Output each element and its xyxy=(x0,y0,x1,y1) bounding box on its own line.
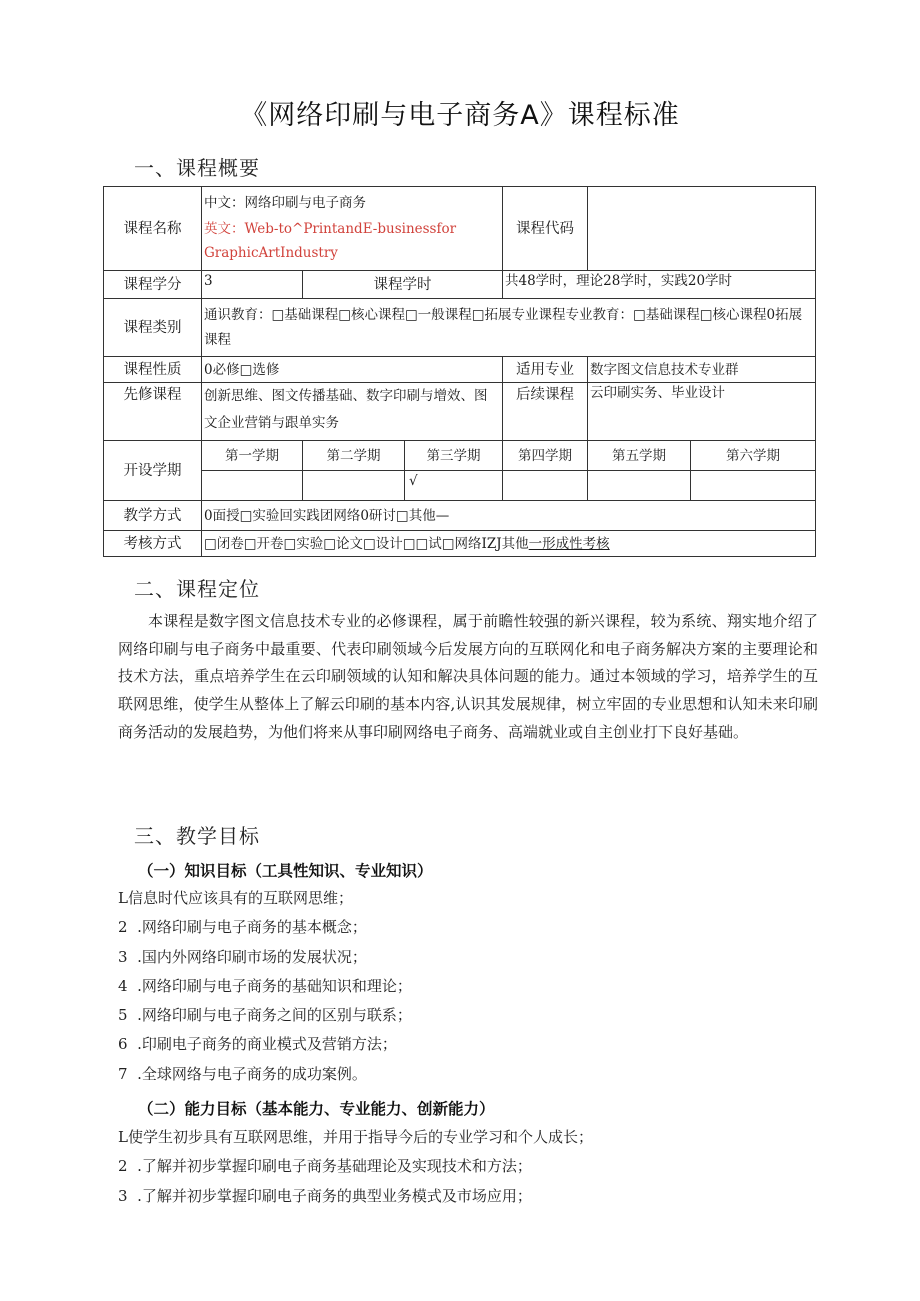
course-code-value xyxy=(588,187,816,271)
list-item: 4 .网络印刷与电子商务的基础知识和理论； xyxy=(118,976,412,995)
semester-mark xyxy=(503,471,588,501)
semester-mark xyxy=(303,471,405,501)
semester-header: 第四学期 xyxy=(503,441,588,471)
course-overview-table xyxy=(103,186,816,557)
major-label: 适用专业 xyxy=(503,357,588,383)
assessment-value xyxy=(202,531,816,557)
list-item: 7 .全球网络与电子商务的成功案例。 xyxy=(118,1064,367,1083)
major-value: 数字图文信息技术专业群 xyxy=(588,357,816,383)
course-name-en-line2: GraphicArtIndustry xyxy=(204,244,338,261)
nature-label: 课程性质 xyxy=(104,357,202,383)
semester-label: 开设学期 xyxy=(104,441,202,501)
section-heading-positioning: 二、课程定位 xyxy=(134,577,260,601)
hours-value: 共48学时，理论28学时，实践20学时 xyxy=(503,271,816,299)
list-item: 3 .国内外网络印刷市场的发展状况； xyxy=(118,947,367,966)
follow-label: 后续课程 xyxy=(503,383,588,441)
list-item: 2 .网络印刷与电子商务的基本概念； xyxy=(118,918,367,937)
teaching-method-label: 教学方式 xyxy=(104,501,202,531)
course-code-label: 课程代码 xyxy=(503,187,588,271)
category-label: 课程类别 xyxy=(104,299,202,357)
semester-header: 第六学期 xyxy=(691,441,816,471)
follow-value: 云印刷实务、毕业设计 xyxy=(588,383,816,441)
list-item: 3 .了解并初步掌握印刷电子商务的典型业务模式及市场应用； xyxy=(118,1186,532,1205)
knowledge-objectives-heading: （一）知识目标（工具性知识、专业知识） xyxy=(138,862,433,880)
assessment-label: 考核方式 xyxy=(104,531,202,557)
semester-mark xyxy=(691,471,816,501)
semester-mark xyxy=(588,471,691,501)
prereq-value: 创新思维、图文传播基础、数字印刷与增效、图文企业营销与跟单实务 xyxy=(202,383,503,441)
course-name-cell xyxy=(202,187,503,271)
semester-header: 第二学期 xyxy=(303,441,405,471)
nature-value: 0必修□选修 xyxy=(202,357,503,383)
knowledge-objectives-list xyxy=(118,884,818,1089)
course-name-cn: 中文：网络印刷与电子商务 xyxy=(204,194,366,211)
hours-label: 课程学时 xyxy=(303,271,503,299)
semester-mark xyxy=(202,471,303,501)
positioning-paragraph: 本课程是数字图文信息技术专业的必修课程，属于前瞻性较强的新兴课程，较为系统、翔实地介绍了网络印刷与电子商务中最重要、代表印刷领域今后发展方向的互联网化和电子商务解决方案的主要理论和技术方法，重点培养学生在云印刷领域的认知和解决具体问题的能力。通过本领域的学习，培养学生的互联网思维，使学生从整体上了解云印刷的基本内容,认识其发展规律，树立牢固的专业思想和认知未来印刷商务活动的发展趋势，为他们将来从事印刷网络电子商务、高端就业或自主创业打下良好基础。 xyxy=(118,612,818,741)
teaching-method-value: 0面授□实验回实践团网络0研讨□其他— xyxy=(202,501,816,531)
semester-header: 第五学期 xyxy=(588,441,691,471)
assessment-options: □闭卷□开卷□实验□论文□设计□□试□网络IZJ其他 xyxy=(204,535,529,552)
list-item: L使学生初步具有互联网思维，并用于指导今后的专业学习和个人成长； xyxy=(118,1128,593,1146)
credit-value: 3 xyxy=(202,271,303,299)
list-item: 2 .了解并初步掌握印刷电子商务基础理论及实现技术和方法； xyxy=(118,1157,532,1176)
course-name-en-line1: 英文：Web-to^PrintandE-businessfor xyxy=(204,220,457,237)
page-title: 《网络印刷与电子商务A》课程标准 xyxy=(240,100,680,131)
category-value: 通识教育：□基础课程□核心课程□一般课程□拓展专业课程专业教育：□基础课程□核心课程0拓展课程 xyxy=(202,299,816,357)
credit-label: 课程学分 xyxy=(104,271,202,299)
semester-header: 第一学期 xyxy=(202,441,303,471)
assessment-other-text: 一形成性考核 xyxy=(528,535,610,552)
prereq-label: 先修课程 xyxy=(104,383,202,441)
list-item: L信息时代应该具有的互联网思维； xyxy=(118,889,353,907)
list-item: 5 .网络印刷与电子商务之间的区别与联系； xyxy=(118,1006,412,1025)
semester-header: 第三学期 xyxy=(405,441,503,471)
section-heading-objectives: 三、教学目标 xyxy=(134,824,260,848)
course-name-label: 课程名称 xyxy=(104,187,202,271)
ability-objectives-list xyxy=(118,1123,818,1211)
list-item: 6 .印刷电子商务的商业模式及营销方法； xyxy=(118,1035,397,1054)
semester-mark: √ xyxy=(405,471,503,501)
section-heading-overview: 一、课程概要 xyxy=(134,156,260,180)
ability-objectives-heading: （二）能力目标（基本能力、专业能力、创新能力） xyxy=(138,1100,495,1118)
